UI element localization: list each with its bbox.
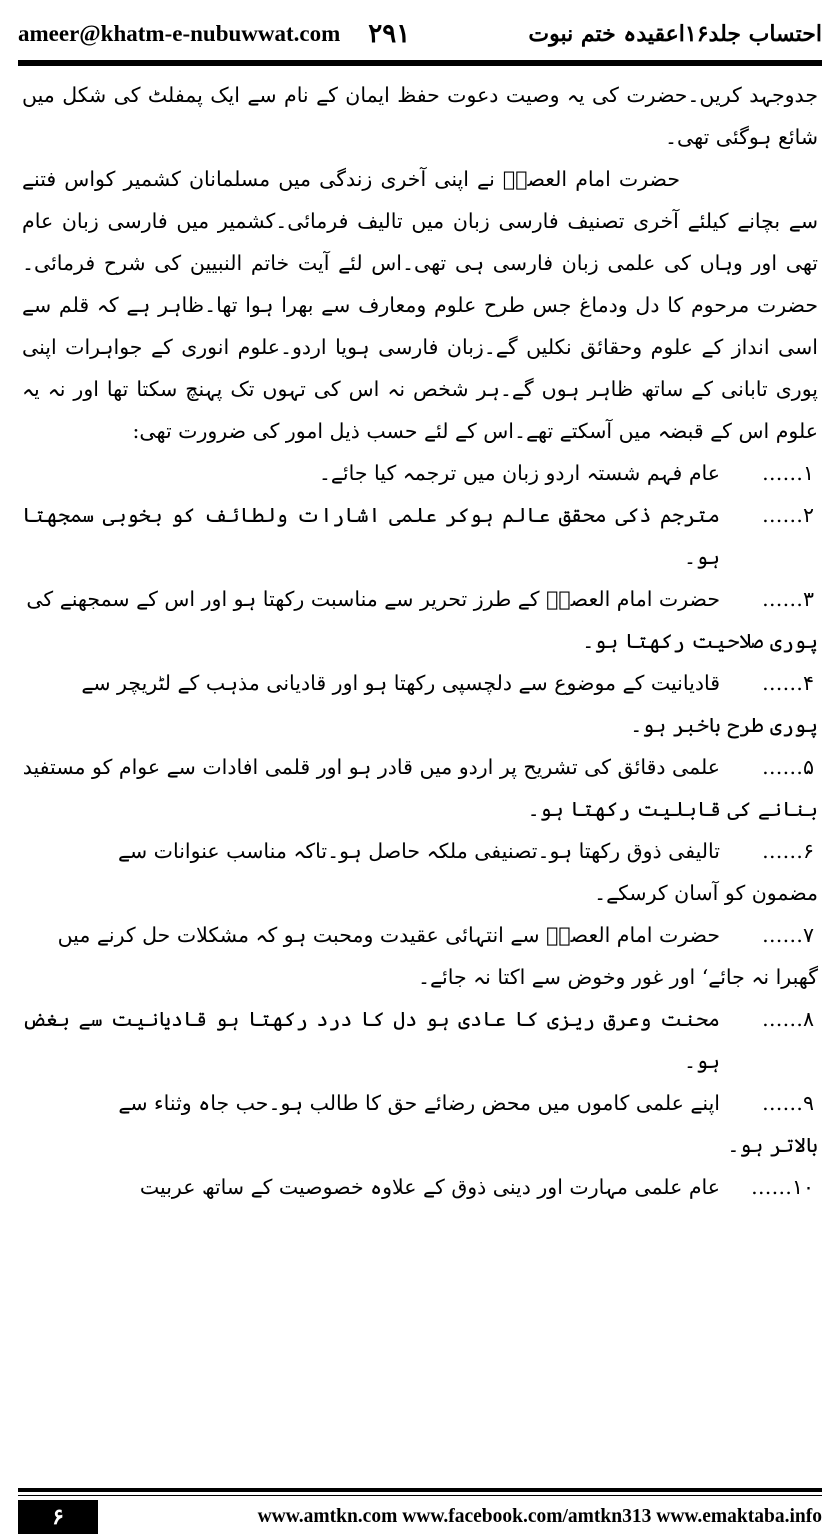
list-item-number: ۵……: [761, 755, 814, 779]
list-item-number: ۲……: [761, 503, 814, 527]
paragraph-1: جدوجہد کریں۔حضرت کی یہ وصیت دعوت حفظ ایمان کے نام سے ایک پمفلٹ کی شکل میں شائع ہوگئی تھی۔: [22, 83, 818, 149]
page-footer: [18, 1500, 822, 1534]
list-item-text: علمی دقائق کی تشریح پر اردو میں قادر ہو اور قلمی افادات سے عوام کو مستفید: [22, 755, 720, 779]
list-item-continuation: مضمون کو آسان کرسکے۔: [594, 881, 818, 905]
paragraph-2: حضرت امام العصرؒ نے اپنی آخری زندگی میں مسلمانان کشمیر کواس فتنے سے بچانے کیلئے آخری تصنیف فارسی زبان میں تالیف فرمائی۔کشمیر میں فارسی زبان عام تھی اور وہاں کی علمی زبان فارسی ہی تھی۔اس لئے آیت خاتم النبیین کی شرح فرمائی۔حضرت مرحوم کا دل ودماغ جس طرح علوم ومعارف سے بھرا ہوا تھا۔ظاہر ہے کہ قلم سے اسی انداز کے علوم وحقائق نکلیں گے۔زبان فارسی ہویا اردو۔علوم انوری کے جواہرات اپنی پوری تابانی کے ساتھ ظاہر ہوں گے۔ہر شخص نہ اس کی تہوں تک پہنچ سکتا تھا اور نہ یہ علوم اس کے قبضہ میں آسکتے تھے۔اس کے لئے حسب ذیل امور کی ضرورت تھی:: [22, 167, 818, 443]
page-body: [22, 74, 818, 1208]
list-item-number: ۷……: [761, 923, 814, 947]
header-email: ameer@khatm-e-nubuwwat.com: [18, 21, 341, 46]
footer-page-number: ۶: [18, 1500, 98, 1534]
list-item-number: ۳……: [761, 587, 814, 611]
list-item-continuation: بالاتر ہو۔: [727, 1133, 818, 1157]
list-item-text: قادیانیت کے موضوع سے دلچسپی رکھتا ہو اور قادیانی مذہب کے لٹریچر سے: [81, 671, 720, 695]
list-item: [22, 998, 818, 1082]
list-item: [22, 1166, 818, 1208]
list-item-text: مترجم ذکی محقق عالم ہوکر علمی اشارات ولطائف کو بخوبی سمجھتا ہو۔: [22, 503, 720, 569]
list-item-text: اپنے علمی کاموں میں محض رضائے حق کا طالب ہو۔حب جاہ وثناء سے: [118, 1091, 720, 1115]
list-item-continuation: پوری طرح باخبر ہو۔: [630, 713, 818, 737]
header-running-title: احتساب جلد۱۶اعقیدہ ختم نبوت: [528, 21, 822, 47]
list-item: [22, 662, 818, 704]
footer-rule-thin: [18, 1495, 822, 1496]
list-item: [22, 1082, 818, 1124]
list-item: [22, 494, 818, 578]
list-item-continuation: بنانے کی قابلیت رکھتا ہو۔: [527, 797, 818, 821]
list-item-text: تالیفی ذوق رکھتا ہو۔تصنیفی ملکہ حاصل ہو۔تاکہ مناسب عنوانات سے: [117, 839, 720, 863]
list-item-number: ۹……: [761, 1091, 814, 1115]
page-header: [18, 14, 822, 54]
list-item: [22, 914, 818, 956]
footer-links: www.amtkn.com www.facebook.com/amtkn313 www.emaktaba.info: [257, 1506, 822, 1527]
header-left: [18, 19, 410, 49]
list-item-text: عام فہم شستہ اردو زبان میں ترجمہ کیا جائے۔: [318, 461, 720, 485]
list-item-continuation: پوری صلاحیت رکھتا ہو۔: [582, 629, 818, 653]
list-item-number: ۸……: [761, 1007, 814, 1031]
header-page-number: ۲۹۱: [368, 19, 411, 49]
list-item-number: ۱۰……: [750, 1175, 814, 1199]
list-item: [22, 578, 818, 620]
list-item-number: ۶……: [761, 839, 814, 863]
list-item-number: ۱……: [761, 461, 814, 485]
list-item-text: عام علمی مہارت اور دینی ذوق کے علاوہ خصوصیت کے ساتھ عربیت: [139, 1175, 720, 1199]
list-item-text: حضرت امام العصرؒ کے طرز تحریر سے مناسبت رکھتا ہو اور اس کے سمجھنے کی: [26, 587, 720, 611]
list-item-number: ۴……: [761, 671, 814, 695]
list-item-text: حضرت امام العصرؒ سے انتہائی عقیدت ومحبت ہو کہ مشکلات حل کرنے میں: [57, 923, 720, 947]
requirements-list: [22, 452, 818, 1208]
list-item-text: محنت وعرق ریزی کا عادی ہو دل کا درد رکھتا ہو قادیانیت سے بغض ہو۔: [22, 1007, 720, 1073]
header-rule: [18, 60, 822, 66]
list-item: [22, 830, 818, 872]
list-item-continuation: گھبرا نہ جائے‘ اور غور وخوض سے اکتا نہ جائے۔: [417, 965, 818, 989]
list-item: [22, 746, 818, 788]
list-item: [22, 452, 818, 494]
footer-rule: [18, 1488, 822, 1492]
